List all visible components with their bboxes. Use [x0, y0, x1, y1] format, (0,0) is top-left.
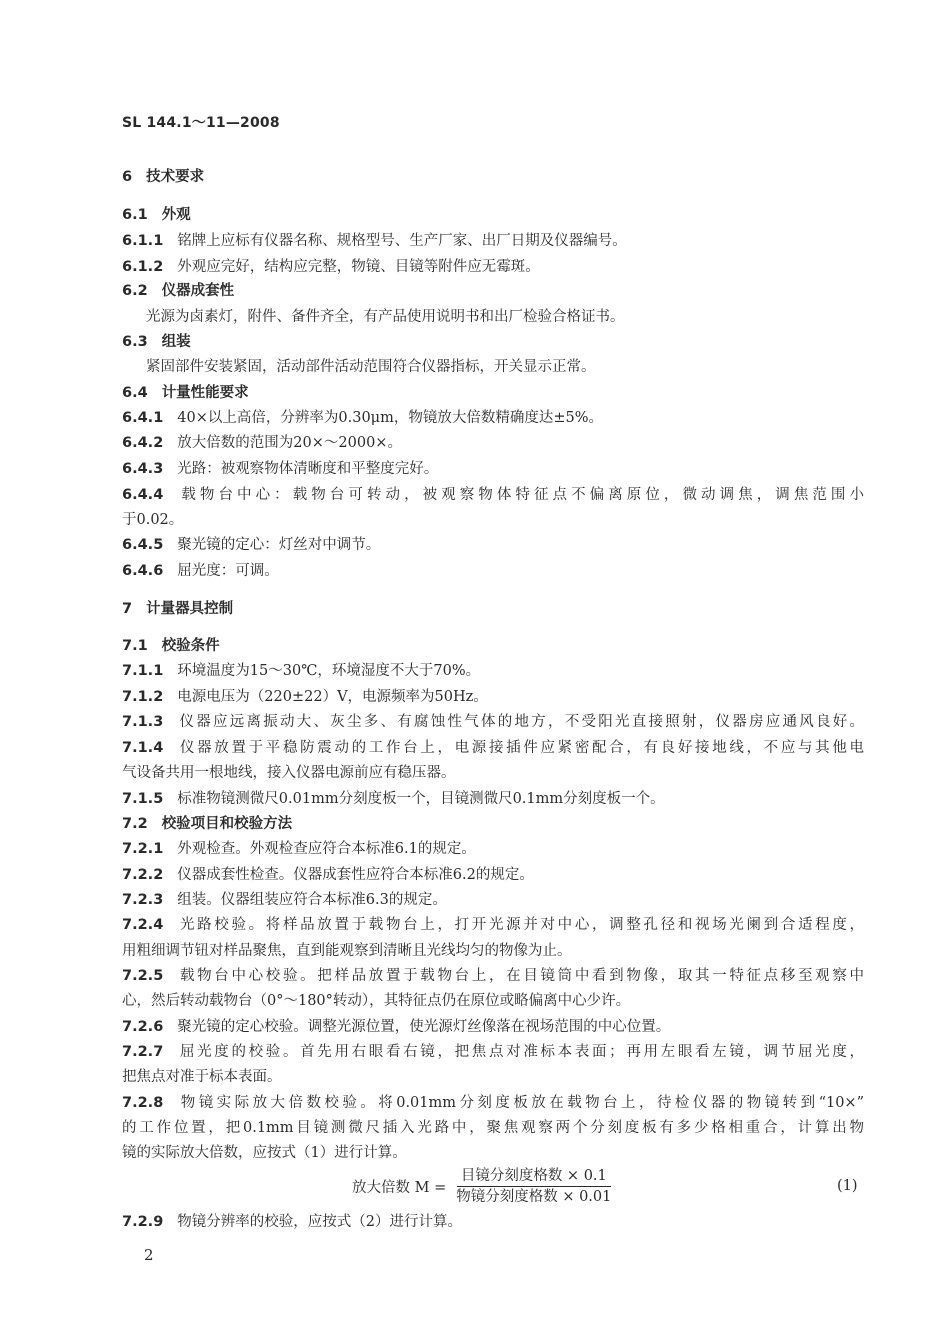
formula-number: (1): [837, 1178, 858, 1194]
standard-code: SL 144.1～11—2008: [122, 115, 280, 131]
clause-7-1-4: 7.1.4 仪器放置于平稳防震动的工作台上，电源接插件应紧密配合，有良好接地线，不应与其他电: [122, 740, 864, 756]
clause-6-3: 6.3 组装: [122, 334, 191, 350]
clause-6-4-1: 6.4.1 40×以上高倍，分辨率为0.30μm，物镜放大倍数精确度达±5%。: [122, 410, 604, 426]
clause-6-1-2: 6.1.2 外观应完好，结构应完整，物镜、目镜等附件应无霉斑。: [122, 259, 540, 275]
formula-fraction: [452, 1168, 615, 1205]
clause-7-2-6: 7.2.6 聚光镜的定心校验。调整光源位置，使光源灯丝像落在视场范围的中心位置。: [122, 1019, 671, 1035]
clause-7-2-8: 7.2.8 物镜实际放大倍数校验。将0.01mm分刻度板放在载物台上，待检仪器的物镜转到“10×”: [122, 1095, 864, 1111]
clause-7-1: 7.1 校验条件: [122, 638, 220, 654]
clause-6-1-1: 6.1.1 铭牌上应标有仪器名称、规格型号、生产厂家、出厂日期及仪器编号。: [122, 233, 627, 249]
clause-7-1-5: 7.1.5 标准物镜测微尺0.01mm分刻度板一个，目镜测微尺0.1mm分刻度板一个。: [122, 791, 665, 807]
clause-6-2: 6.2 仪器成套性: [122, 283, 235, 299]
clause-6-4: 6.4 计量性能要求: [122, 385, 249, 401]
clause-6-4-3: 6.4.3 光路：被观察物体清晰度和平整度完好。: [122, 461, 439, 477]
clause-7-1-2: 7.1.2 电源电压为（220±22）V，电源频率为50Hz。: [122, 689, 488, 705]
clause-7-2-4: 7.2.4 光路校验。将样品放置于载物台上，打开光源并对中心，调整孔径和视场光阑到合适程度，: [122, 917, 864, 933]
clause-7-2-2: 7.2.2 仪器成套性检查。仪器成套性应符合本标准6.2的规定。: [122, 867, 534, 883]
clause-6-4-6: 6.4.6 屈光度：可调。: [122, 563, 279, 579]
section-6-heading: [122, 168, 864, 186]
formula-lhs: 放大倍数 M =: [352, 1179, 447, 1196]
clause-7-2-9: 7.2.9 物镜分辨率的校验，应按式（2）进行计算。: [122, 1214, 463, 1230]
clause-7-2-8-cont2: 镜的实际放大倍数，应按式（1）进行计算。: [122, 1145, 407, 1161]
clause-6-3-text: 紧固部件安装紧固，活动部件活动范围符合仪器指标，开关显示正常。: [146, 359, 596, 375]
clause-7-2-7: 7.2.7 屈光度的校验。首先用右眼看右镜，把焦点对准标本表面；再用左眼看左镜，调节屈光度，: [122, 1044, 864, 1060]
clause-7-1-4-cont: 气设备共用一根地线，接入仪器电源前应有稳压器。: [122, 765, 456, 781]
clause-7-1-3: 7.1.3 仪器应远离振动大、灰尘多、有腐蚀性气体的地方，不受阳光直接照射，仪器房应通风良好。: [122, 714, 864, 730]
section-title: 技术要求: [146, 169, 205, 185]
clause-6-4-4-cont: 于0.02。: [122, 512, 184, 528]
clause-6-4-4: 6.4.4 载物台中心：载物台可转动，被观察物体特征点不偏离原位，微动调焦，调焦范围小: [122, 487, 864, 503]
clause-7-2-5: 7.2.5 载物台中心校验。把样品放置于载物台上，在目镜筒中看到物像，取其一特征点移至观察中: [122, 968, 864, 984]
clause-7-1-1: 7.1.1 环境温度为15～30℃，环境湿度不大于70%。: [122, 663, 481, 679]
page-number: 2: [144, 1246, 154, 1264]
clause-6-2-text: 光源为卤素灯，附件、备件齐全，有产品使用说明书和出厂检验合格证书。: [146, 309, 625, 325]
clause-6-4-2: 6.4.2 放大倍数的范围为20×～2000×。: [122, 435, 402, 451]
clause-7-2-3: 7.2.3 组装。仪器组装应符合本标准6.3的规定。: [122, 892, 447, 908]
formula-denominator: 物镜分刻度格数 × 0.01: [456, 1188, 612, 1205]
section-number: 6: [122, 169, 133, 185]
clause-7-2-8-cont1: 的工作位置，把0.1mm目镜测微尺插入光路中，聚焦观察两个分刻度板有多少格相重合，计算出物: [122, 1120, 864, 1136]
clause-7-2-7-cont: 把焦点对准于标本表面。: [122, 1069, 282, 1085]
clause-6-1: 6.1 外观: [122, 207, 191, 223]
clause-7-2-5-cont: 心，然后转动载物台（0°～180°转动），其特征点仍在原位或略偏离中心少许。: [122, 993, 631, 1009]
formula-1: [352, 1166, 615, 1206]
section-7-heading: 7 计量器具控制: [122, 601, 234, 617]
clause-7-2: 7.2 校验项目和校验方法: [122, 816, 293, 832]
clause-7-2-4-cont: 用粗细调节钮对样品聚焦，直到能观察到清晰且光线均匀的物像为止。: [122, 943, 572, 959]
clause-6-4-5: 6.4.5 聚光镜的定心：灯丝对中调节。: [122, 537, 381, 553]
clause-7-2-1: 7.2.1 外观检查。外观检查应符合本标准6.1的规定。: [122, 841, 476, 857]
formula-numerator: 目镜分刻度格数 × 0.1: [457, 1168, 611, 1187]
